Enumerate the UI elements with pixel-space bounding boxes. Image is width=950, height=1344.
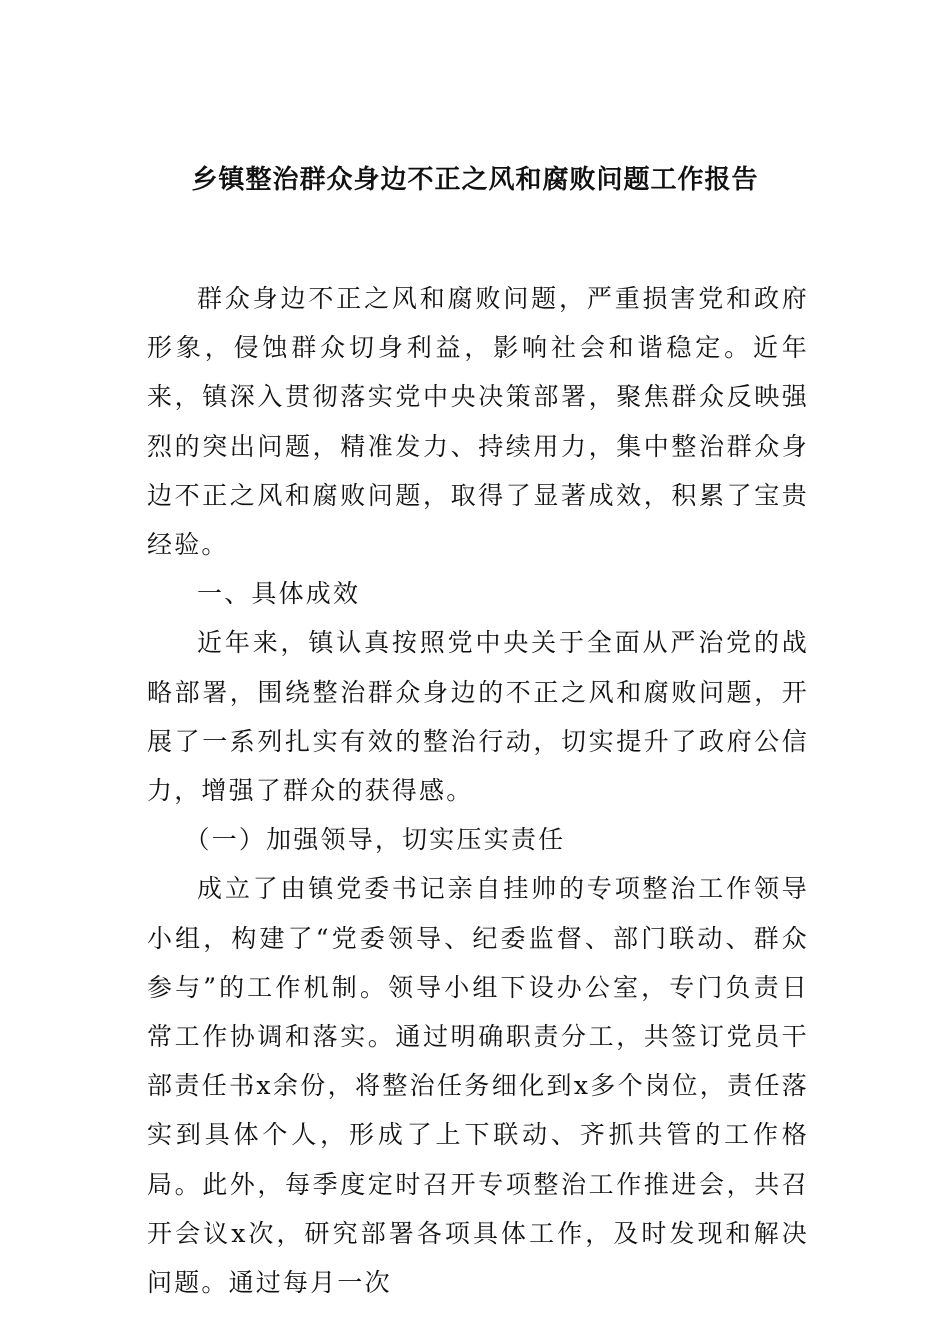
document-body [147, 274, 809, 1307]
leadership-paragraph: 成立了由镇党委书记亲自挂帅的专项整治工作领导小组，构建了“党委领导、纪委监督、部门联动、群众参与”的工作机制。领导小组下设办公室，专门负责日常工作协调和落实。通过明确职责分工，共签订党员干部责任书x余份，将整治任务细化到x多个岗位，责任落实到具体个人，形成了上下联动、齐抓共管的工作格局。此外，每季度定时召开专项整治工作推进会，共召开会议x次，研究部署各项具体工作，及时发现和解决问题。通过每月一次 [147, 874, 809, 1298]
results-paragraph: 近年来，镇认真按照党中央关于全面从严治党的战略部署，围绕整治群众身边的不正之风和腐败问题，开展了一系列扎实有效的整治行动，切实提升了政府公信力，增强了群众的获得感。 [147, 628, 809, 806]
document-title: 乡镇整治群众身边不正之风和腐败问题工作报告 [191, 165, 759, 195]
intro-paragraph: 群众身边不正之风和腐败问题，严重损害党和政府形象，侵蚀群众切身利益，影响社会和谐稳定。近年来，镇深入贯彻落实党中央决策部署，聚焦群众反映强烈的突出问题，精准发力、持续用力，集中整治群众身边不正之风和腐败问题，取得了显著成效，积累了宝贵经验。 [147, 284, 809, 560]
section-heading-results: 一、具体成效 [197, 579, 361, 609]
subsection-heading-leadership: （一）加强领导，切实压实责任 [184, 825, 566, 855]
